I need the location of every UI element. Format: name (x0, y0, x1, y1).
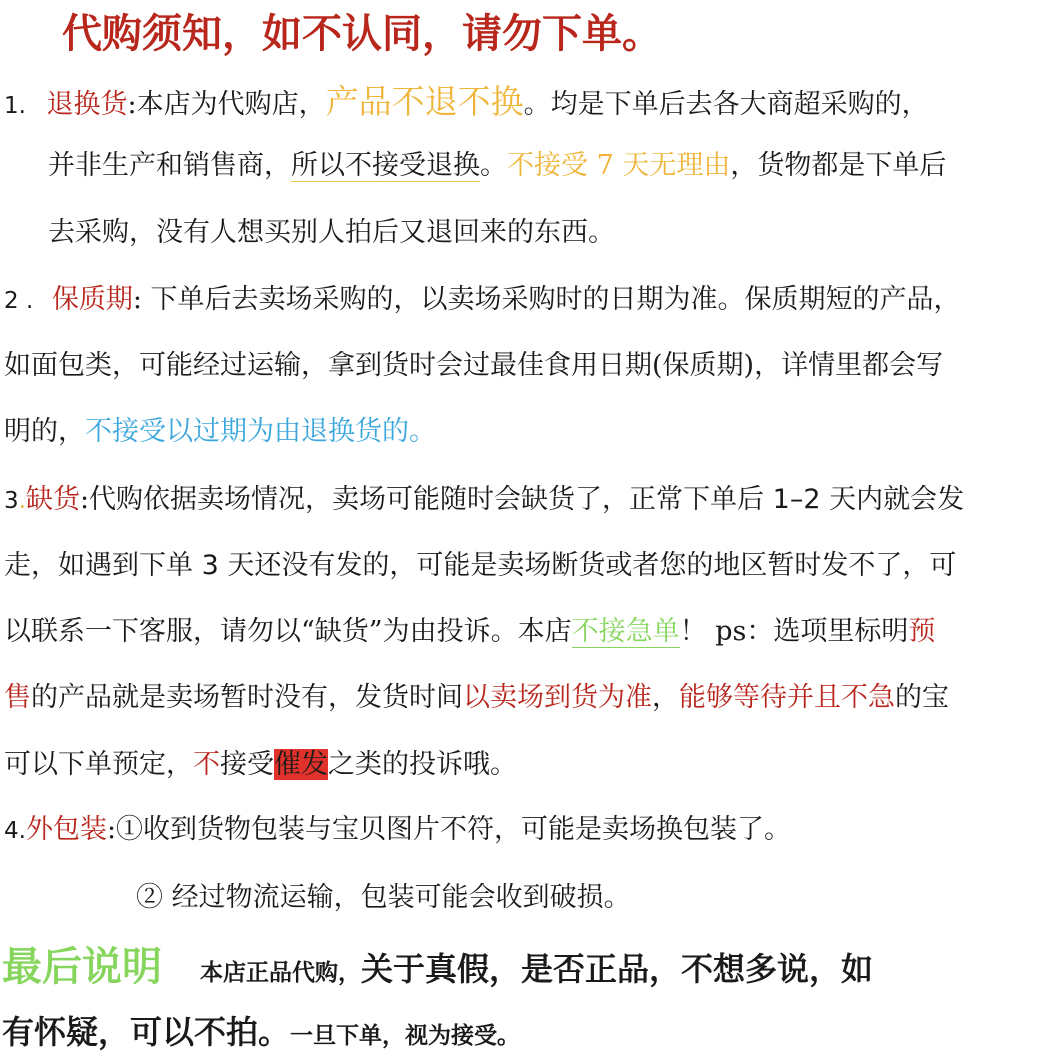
section-heading-out-of-stock: 缺货 (25, 484, 80, 515)
stock-line-3 (4, 612, 1052, 652)
returns-text-2: 。均是下单后去各大商超采购的， (523, 89, 929, 120)
final-text-accept: 一旦下单，视为接受。 (290, 1022, 521, 1049)
section-packaging (4, 810, 1052, 851)
presale-text-end: 售 (4, 682, 31, 713)
stock-text-4: 的产品就是卖场暂时没有，发货时间 (31, 682, 463, 713)
stock-comma: ， (652, 682, 679, 713)
final-text-genuine: 本店正品代购， (200, 959, 361, 986)
section-out-of-stock (4, 480, 1052, 521)
section-number: 1. (4, 93, 26, 119)
stock-text-5: 的宝 (895, 682, 949, 713)
stock-text: :代购依据卖场情况，卖场可能随时会缺货了，正常 (79, 484, 684, 515)
section-heading-returns: 退换货 (46, 89, 128, 120)
returns-text-3: 并非生产和销售商， (48, 150, 291, 181)
no-exchange-underlined: 所以不接受退换 (291, 150, 480, 181)
final-heading: 最后说明 (2, 943, 162, 990)
packaging-text: :①收到货物包装与宝贝图片不符，可能是卖场换包装了。 (106, 814, 792, 845)
returns-line-2 (48, 146, 1052, 186)
final-text-doubt: 有怀疑，可以不拍。 (2, 1013, 291, 1051)
shelf-life-text-3: 明的， (4, 416, 85, 447)
no-rush-order-highlight: 不接急单 (571, 616, 680, 647)
packaging-line-2: ② 经过物流运输，包装可能会收到破损。 (136, 882, 631, 913)
section-number: 2 . (4, 288, 34, 314)
shelf-life-line-3 (4, 412, 1052, 452)
urge-shipping-highlight: 催发 (274, 749, 328, 780)
shelf-life-line-2: 如面包类，可能经过运输，拿到货时会过最佳食用日期(保质期)，详情里都会写 (4, 350, 944, 381)
returns-period: 。 (480, 150, 507, 181)
stock-text-bold: 下单后 1–2 天内就会发 (683, 484, 965, 515)
section-heading-shelf-life: 保质期 (51, 284, 133, 315)
stock-ps-text: ！ ps：选项里标明 (679, 616, 909, 647)
shelf-life-text: : 下单后去卖场采购的，以卖场采购时的日期为准。保质期短的产品， (132, 284, 961, 315)
section-number: 4. (4, 818, 26, 844)
contact-service-text: 以联系一下客服 (4, 616, 193, 647)
returns-text-4: ，货物都是下单后 (730, 150, 947, 181)
stock-line-2: 走，如遇到下单 3 天还没有发的，可能是卖场断货或者您的地区暂时发不了，可 (4, 550, 957, 581)
returns-text: :本店为代购店， (127, 89, 326, 120)
section-shelf-life (4, 280, 1052, 321)
no-return-highlight: 产品不退不换 (325, 82, 524, 121)
final-statement (2, 938, 1052, 1002)
section-heading-packaging: 外包装 (25, 814, 107, 845)
section-number: 3 (4, 488, 19, 514)
stock-text-6: 可以下单预定， (4, 749, 193, 780)
arrival-rule-highlight: 以卖场到货为准 (463, 682, 652, 713)
page-title: 代购须知，如不认同，请勿下单。 (62, 10, 662, 57)
stock-line-4 (4, 678, 1052, 718)
no-text: 不 (193, 749, 220, 780)
returns-line-3: 去采购，没有人想买别人拍后又退回来的东西。 (48, 217, 615, 248)
accept-text: 接受 (220, 749, 274, 780)
stock-text-7: 之类的投诉哦。 (328, 749, 517, 780)
no-expiry-return-highlight: 不接受以过期为由退换货的。 (85, 416, 436, 447)
presale-text-start: 预 (908, 616, 936, 647)
section-returns (4, 82, 1052, 126)
stock-text-3: ，请勿以“缺货”为由投诉。本店 (193, 616, 572, 647)
wait-highlight: 能够等待并且不急 (679, 682, 895, 713)
section-number-dot: . (18, 488, 26, 514)
final-text-authenticity: 关于真假，是否正品，不想多说，如 (361, 950, 874, 988)
no-7day-highlight: 不接受 7 天无理由 (507, 150, 731, 181)
final-line-2 (2, 1004, 1052, 1064)
stock-line-5 (4, 745, 1052, 785)
